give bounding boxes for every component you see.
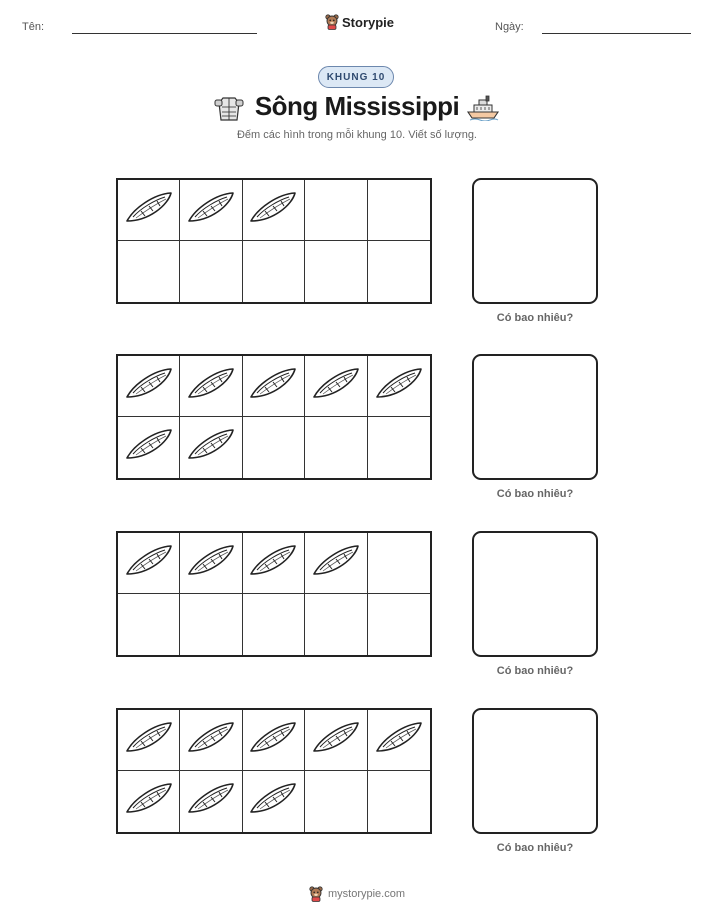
steamboat-icon	[466, 95, 500, 121]
ten-frame-cell	[305, 771, 367, 832]
canoe-icon	[124, 543, 174, 584]
ten-frame-cell	[368, 710, 430, 771]
ten-frame-cell	[368, 594, 430, 655]
ten-frame-cell	[243, 356, 305, 417]
ten-frame-cell	[180, 356, 242, 417]
canoe-icon	[374, 366, 424, 407]
ten-frame	[116, 354, 432, 480]
ten-frame-cell	[180, 771, 242, 832]
canoe-icon	[124, 190, 174, 231]
instructions: Đếm các hình trong mỗi khung 10. Viết số lượng.	[236, 129, 477, 141]
canoe-icon	[311, 543, 361, 584]
ten-frame	[116, 531, 432, 657]
brand-logo	[325, 14, 394, 30]
ten-frame-cell	[305, 241, 367, 302]
name-label: Tên:	[22, 21, 45, 33]
canoe-icon	[311, 366, 361, 407]
ten-frame-cell	[180, 594, 242, 655]
ten-frame-cell	[305, 594, 367, 655]
ten-frame-cell	[118, 180, 180, 241]
date-line	[542, 33, 691, 34]
ten-frame-cell	[305, 533, 367, 594]
canoe-icon	[186, 427, 236, 468]
canoe-icon	[374, 720, 424, 761]
ten-frame-cell	[180, 241, 242, 302]
ten-frame	[116, 178, 432, 304]
date-label: Ngày:	[495, 21, 524, 33]
ten-frame-cell	[180, 710, 242, 771]
canoe-icon	[186, 720, 236, 761]
count-question: Có bao nhiêu?	[496, 665, 574, 677]
name-line	[72, 33, 257, 34]
ten-frame-cell	[305, 417, 367, 478]
bear-mascot-icon	[309, 886, 323, 902]
canoe-icon	[248, 781, 298, 822]
ten-frame-cell	[305, 710, 367, 771]
bear-mascot-icon	[325, 14, 339, 30]
canoe-icon	[124, 427, 174, 468]
answer-box[interactable]	[472, 708, 598, 834]
ten-frame-cell	[243, 710, 305, 771]
answer-box[interactable]	[472, 354, 598, 480]
ten-frame-cell	[368, 241, 430, 302]
ten-frame-cell	[243, 771, 305, 832]
ten-frame-cell	[118, 417, 180, 478]
canoe-icon	[248, 190, 298, 231]
count-question: Có bao nhiêu?	[496, 488, 574, 500]
ten-frame-cell	[305, 180, 367, 241]
ten-frame-cell	[118, 594, 180, 655]
worksheet-type-badge: KHUNG 10	[318, 66, 394, 88]
canoe-icon	[186, 781, 236, 822]
canoe-icon	[124, 781, 174, 822]
footer	[0, 886, 714, 902]
answer-box[interactable]	[472, 178, 598, 304]
ten-frame-cell	[180, 417, 242, 478]
ten-frame-cell	[243, 180, 305, 241]
canoe-icon	[248, 543, 298, 584]
ten-frame-cell	[243, 533, 305, 594]
ten-frame-cell	[368, 771, 430, 832]
ten-frame-cell	[305, 356, 367, 417]
count-question: Có bao nhiêu?	[496, 842, 574, 854]
canoe-icon	[248, 366, 298, 407]
canoe-icon	[186, 543, 236, 584]
ten-frame-cell	[118, 533, 180, 594]
ten-frame-cell	[118, 241, 180, 302]
ten-frame-cell	[118, 356, 180, 417]
canoe-icon	[124, 720, 174, 761]
ten-frame-cell	[180, 533, 242, 594]
ten-frame-cell	[118, 710, 180, 771]
ten-frame-cell	[368, 533, 430, 594]
canoe-icon	[186, 190, 236, 231]
page-title: Sông Mississippi	[254, 91, 460, 121]
ten-frame-cell	[368, 180, 430, 241]
canoe-icon	[248, 720, 298, 761]
ten-frame-cell	[368, 356, 430, 417]
ten-frame-cell	[243, 241, 305, 302]
ten-frame-cell	[118, 771, 180, 832]
canoe-icon	[186, 366, 236, 407]
footer-url: mystorypie.com	[327, 888, 406, 900]
ten-frame-cell	[180, 180, 242, 241]
ten-frame-cell	[368, 417, 430, 478]
ten-frame-cell	[243, 594, 305, 655]
ten-frame-cell	[243, 417, 305, 478]
ten-frame	[116, 708, 432, 834]
canoe-icon	[124, 366, 174, 407]
brand-name: Storypie	[342, 14, 395, 30]
canoe-icon	[311, 720, 361, 761]
count-question: Có bao nhiêu?	[496, 312, 574, 324]
answer-box[interactable]	[472, 531, 598, 657]
